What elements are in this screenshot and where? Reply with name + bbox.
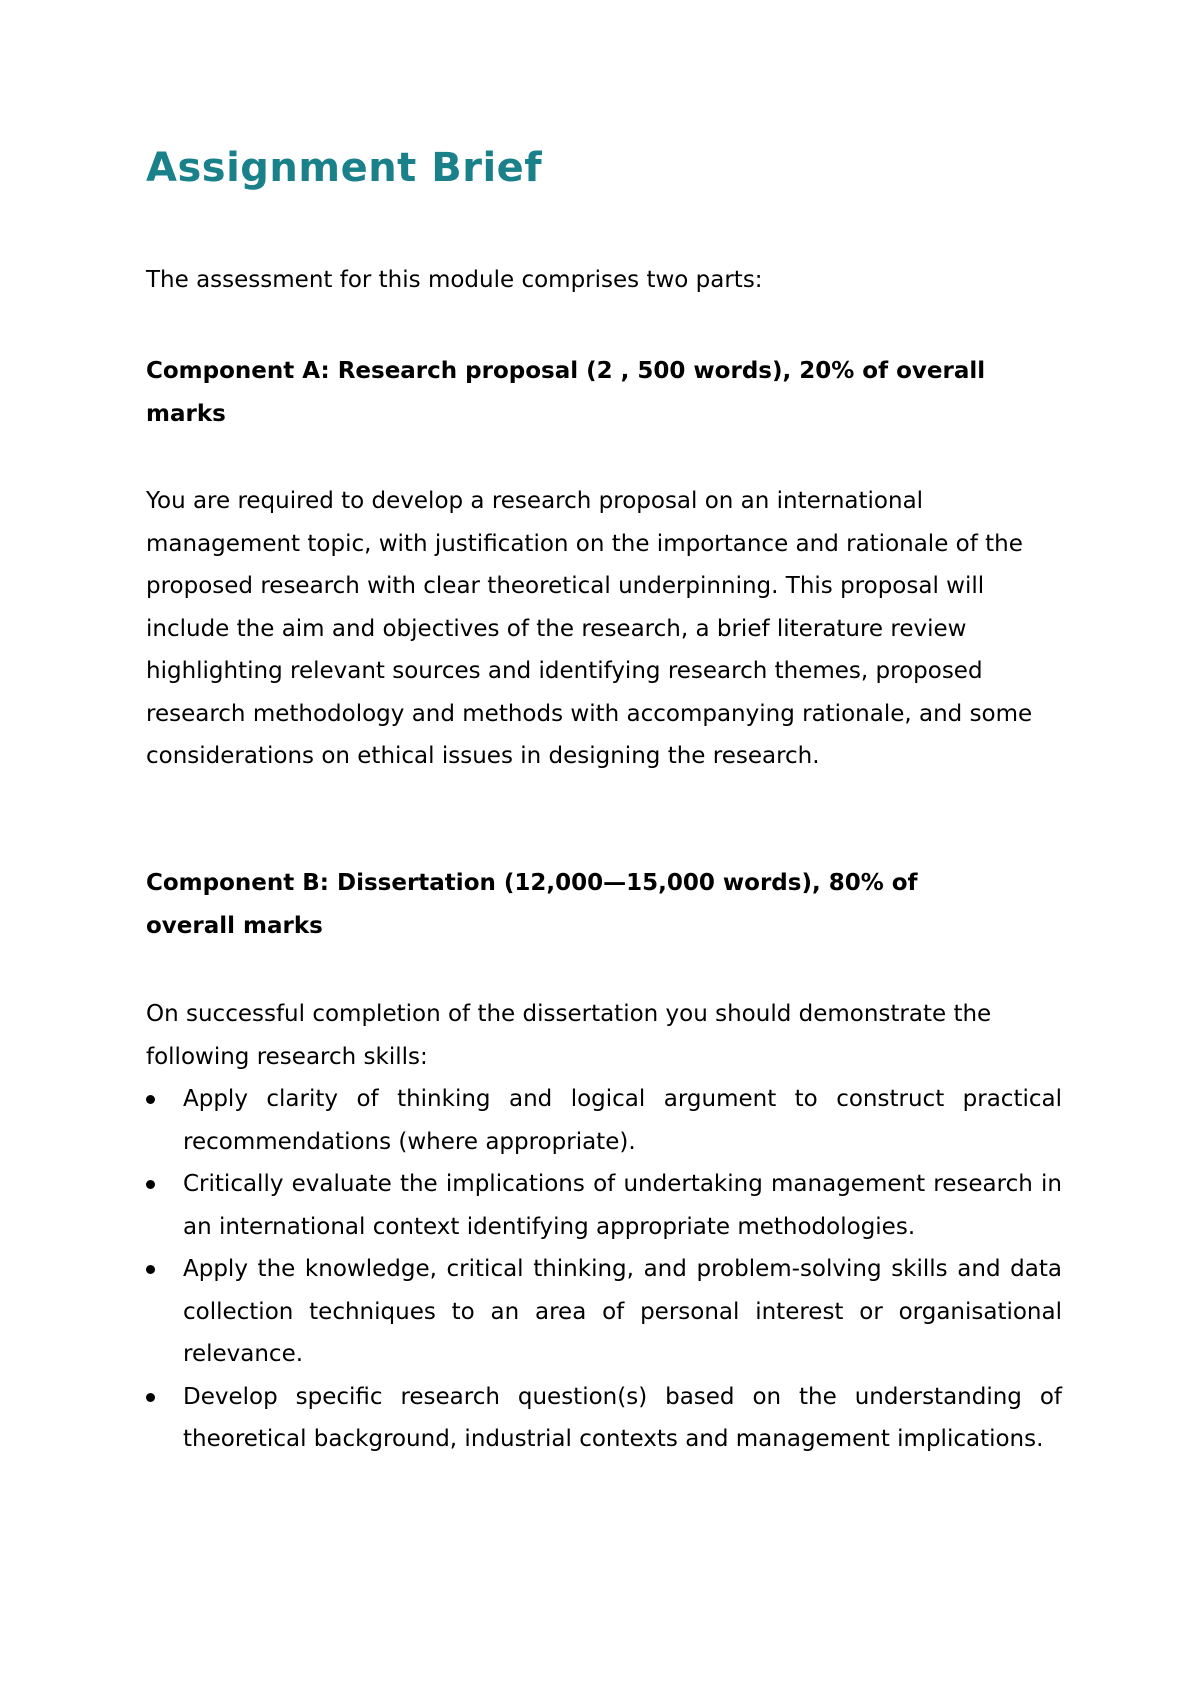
list-item [146,1163,1062,1248]
page-title: Assignment Brief [146,145,543,191]
bullet-icon [146,1393,155,1402]
list-item-text: Develop specific research question(s) based on the understanding of theoretical background, industrial contexts and management implications. [183,1383,1062,1452]
list-item-text: Apply the knowledge, critical thinking, and problem-solving skills and data collection techniques to an area of personal interest or organisational relevance. [183,1256,1062,1367]
list-item [146,1248,1062,1376]
bullet-icon [146,1265,155,1274]
component-a-paragraph: You are required to develop a research proposal on an international management topic, with justification on the importance and rationale of the proposed research with clear theoretical underpinning. This proposal will include the aim and objectives of the research, a brief literature review highlighting relevant sources and identifying research themes, proposed research methodology and methods with accompanying rationale, and some considerations on ethical issues in designing the research. [146,488,1033,769]
list-item [146,1376,1062,1461]
component-b-paragraph: On successful completion of the dissertation you should demonstrate the following research skills: [146,1001,992,1070]
list-item-text: Critically evaluate the implications of undertaking management research in an international context identifying appropriate methodologies. [183,1171,1062,1240]
list-item [146,1078,1062,1163]
list-item-text: Apply clarity of thinking and logical argument to construct practical recommendations (where appropriate). [183,1086,1062,1155]
research-skills-list [146,1078,1062,1461]
bullet-icon [146,1180,155,1189]
bullet-icon [146,1095,155,1104]
intro-text: The assessment for this module comprises two parts: [146,267,763,293]
component-b-heading: Component B: Dissertation (12,000—15,000 words), 80% of overall marks [146,870,918,939]
component-a-heading: Component A: Research proposal (2 , 500 words), 20% of overall marks [146,358,986,427]
